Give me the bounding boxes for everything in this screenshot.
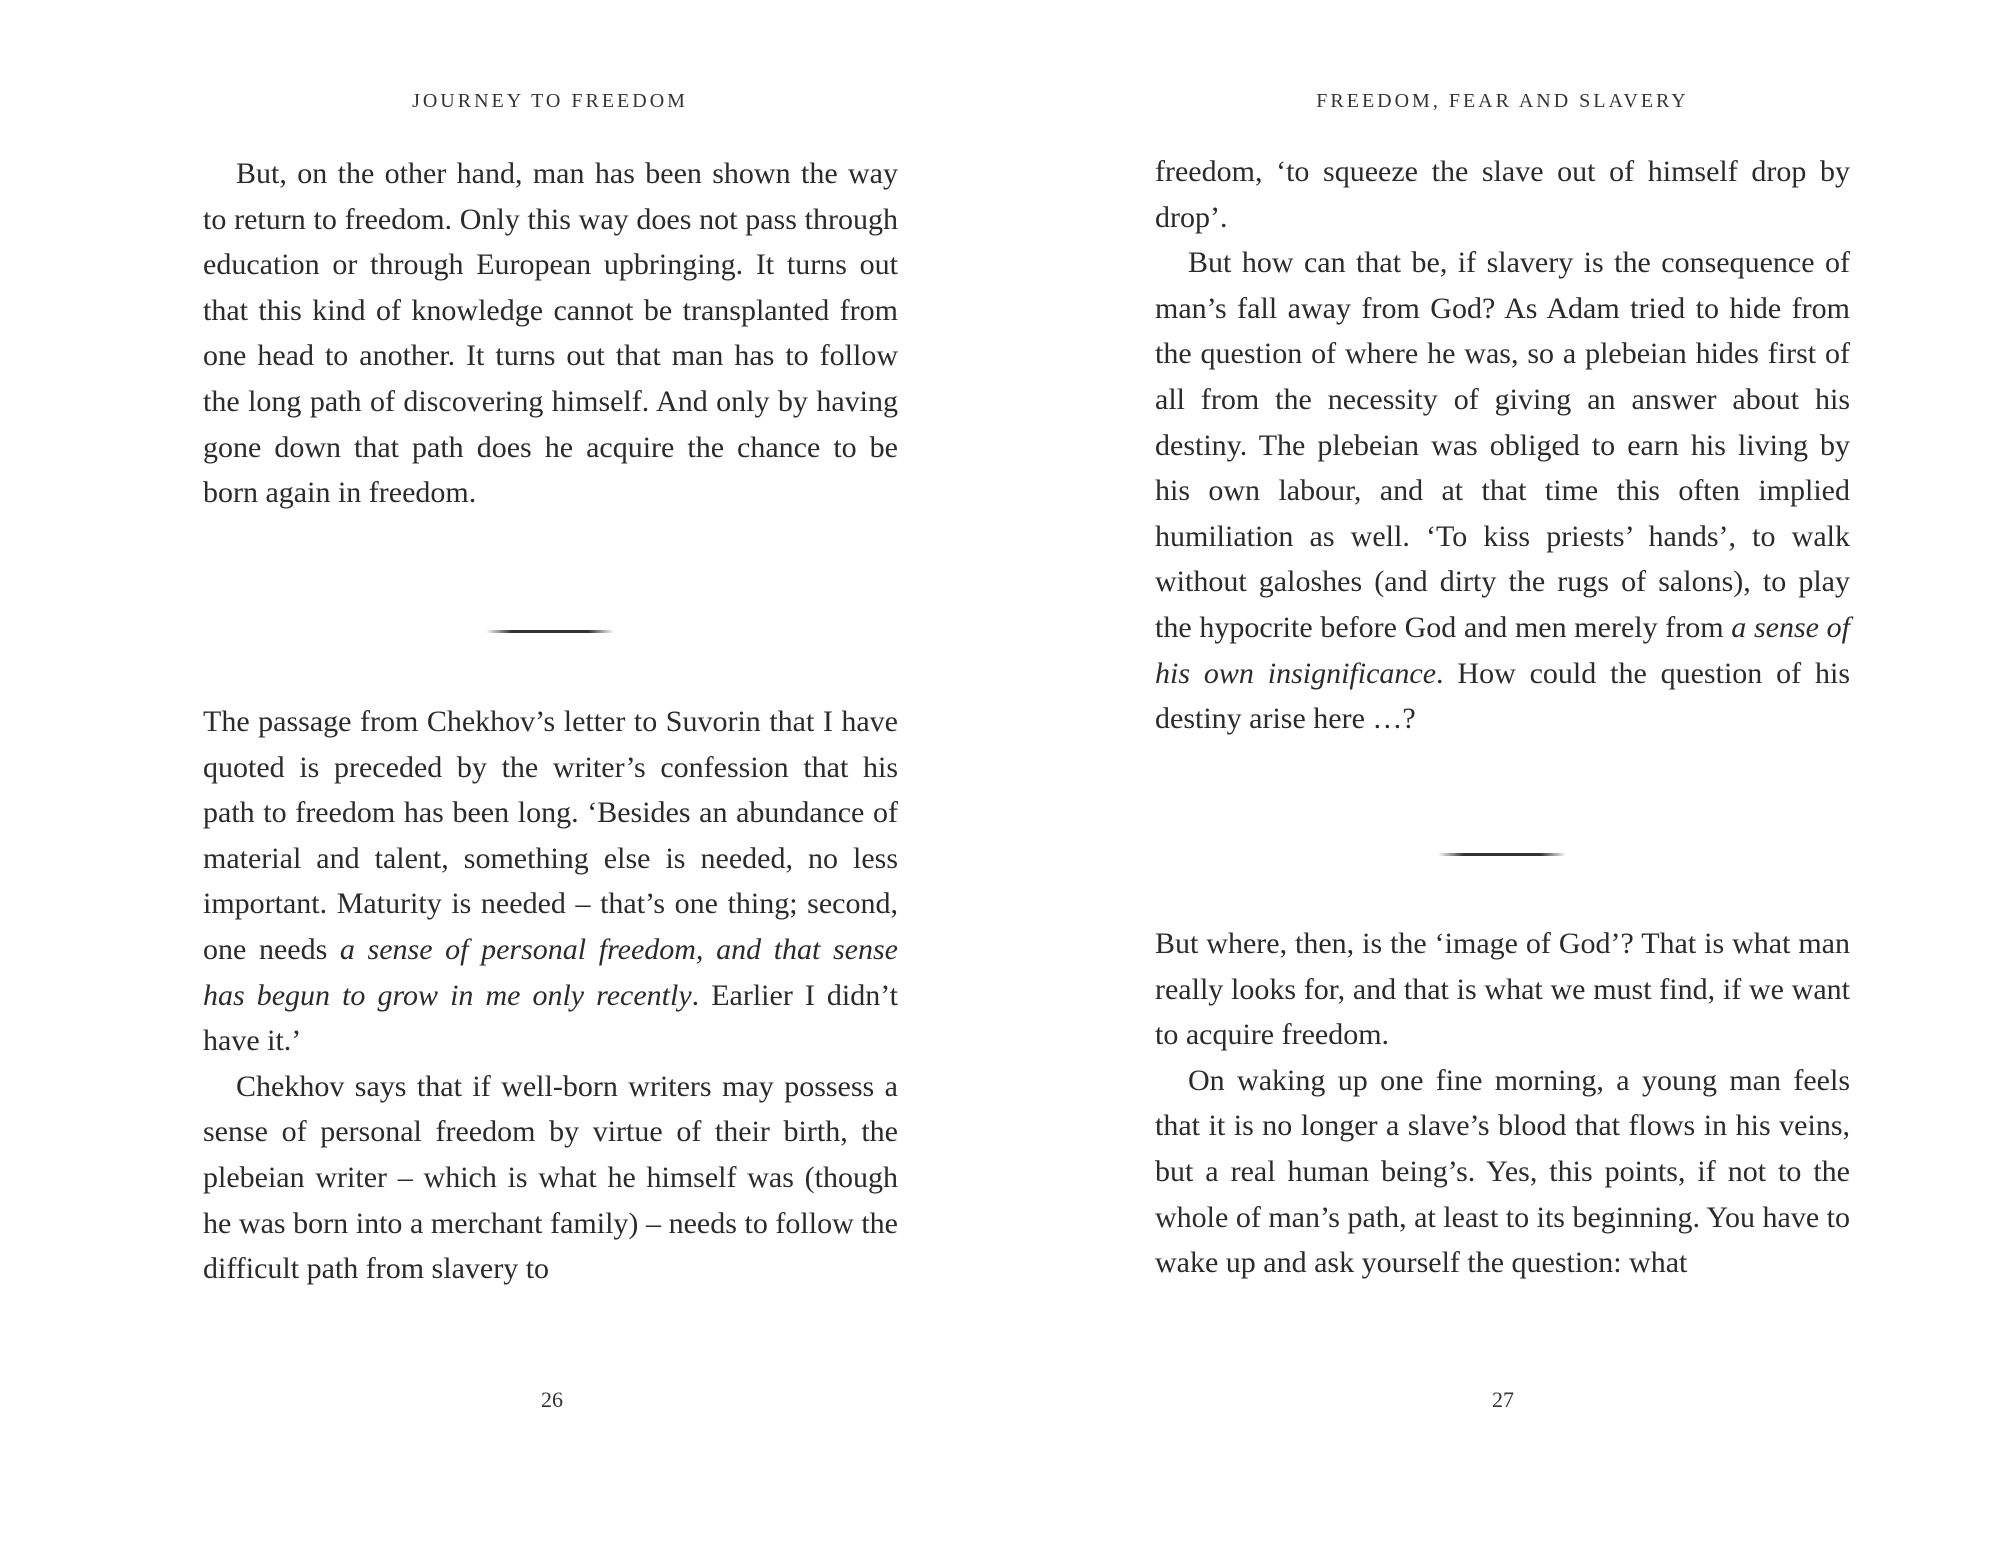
right-paragraph-2	[1155, 240, 1850, 742]
right-paragraph-1: freedom, ‘to squeeze the slave out of himself drop by drop’.	[1155, 155, 1850, 234]
left-section-2	[203, 699, 898, 1292]
right-paragraph-2-end: . How could the question of his destiny arise here …?	[1155, 656, 1850, 736]
right-paragraph-2-italic: a sense of his own insignificance	[1155, 610, 1850, 690]
left-paragraph-2-start: The passage from Chekhov’s letter to Suvorin that I have quoted is preceded by the writer’s confession that his path to freedom has been long. ‘Besides an abundance of material and talent, something else is needed, no less important. Maturity is needed – that’s one thing; second, one needs	[203, 705, 898, 966]
left-paragraph-2	[203, 699, 898, 1064]
right-section-1	[1155, 149, 1850, 742]
right-page	[1000, 0, 2000, 1542]
page-number-right: 27	[1492, 1387, 1514, 1412]
left-paragraph-2-end: . Earlier I didn’t have it.’	[203, 978, 898, 1058]
section-break-rule-left	[486, 630, 614, 633]
right-section-2	[1155, 921, 1850, 1286]
right-paragraph-2-start: But how can that be, if slavery is the consequence of man’s fall away from God? As Adam tried to hide from the question of where he was, so a plebeian hides first of all from the necessity of giving an answer about his destiny. The plebeian was obliged to earn his living by his own labour, and at that time this often implied humiliation as well. ‘To kiss priests’ hands’, to walk without galoshes (and dirty the rugs of salons), to play the hypocrite before God and men merely from	[1155, 246, 1850, 644]
page-number-left: 26	[541, 1387, 563, 1412]
right-paragraph-4: On waking up one fine morning, a young man feels that it is no longer a slave’s blood that flows in his veins, but a real human being’s. Yes, this points, if not to the whole of man’s path, at least to its beginning. You have to wake up and ask yourself the question: what	[1155, 1063, 1850, 1280]
left-section-1	[203, 151, 898, 516]
running-head-right: FREEDOM, FEAR AND SLAVERY	[1316, 90, 1689, 112]
left-paragraph-2-italic: a sense of personal freedom, and that sense has begun to grow in me only recently	[203, 932, 898, 1012]
left-paragraph-1: But, on the other hand, man has been shown the way to return to freedom. Only this way does not pass through education or through European upbringing. It turns out that this kind of knowledge cannot be transplanted from one head to another. It turns out that man has to follow the long path of discovering himself. And only by having gone down that path does he acquire the chance to be born again in freedom.	[203, 157, 898, 510]
section-break-rule-right	[1438, 853, 1566, 856]
running-head-left: JOURNEY TO FREEDOM	[412, 90, 688, 112]
left-paragraph-3: Chekhov says that if well-born writers may possess a sense of personal freedom by virtue of their birth, the plebeian writer – which is what he himself was (though he was born into a merchant family) – needs to follow the difficult path from slavery to	[203, 1069, 898, 1286]
right-paragraph-3: But where, then, is the ‘image of God’? That is what man really looks for, and that is what we must find, if we want to acquire freedom.	[1155, 927, 1850, 1052]
